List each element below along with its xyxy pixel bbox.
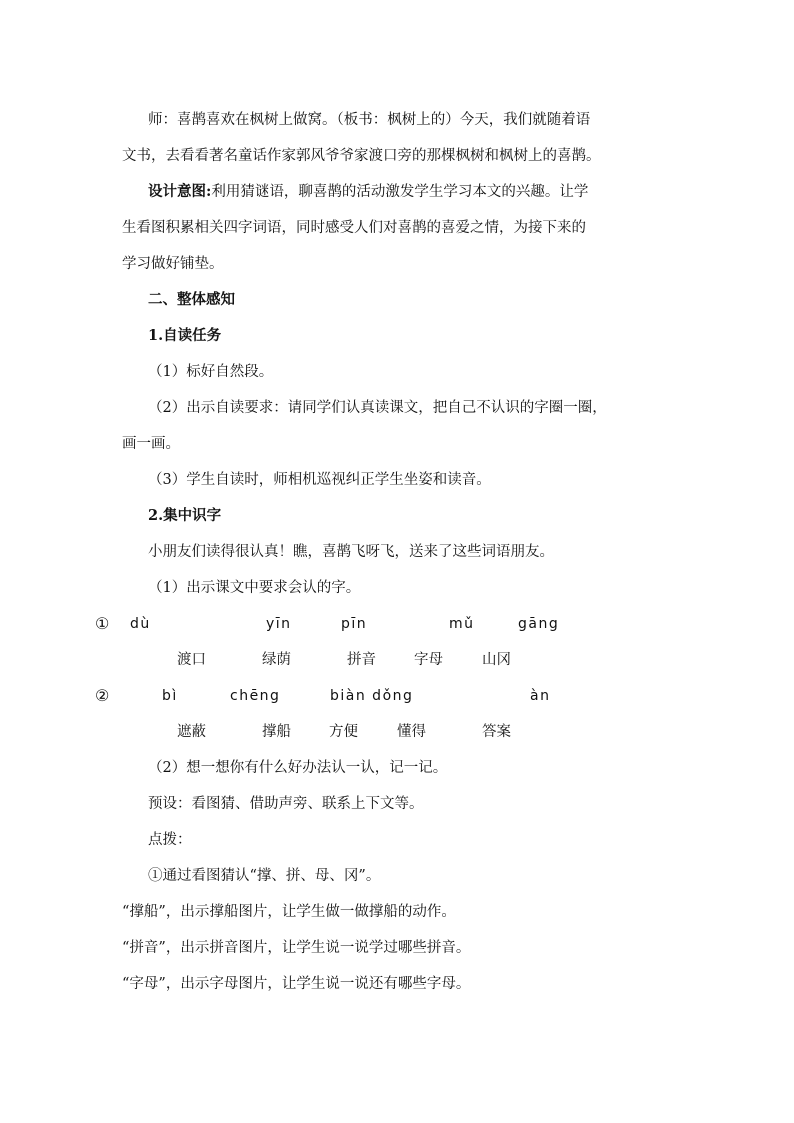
vocab-word: 方便 bbox=[329, 724, 358, 740]
vocab-word: 山冈 bbox=[482, 652, 511, 668]
paragraph-line: （2）想一想你有什么好办法认一认，记一记。 bbox=[148, 760, 448, 776]
paragraph-line: 画一画。 bbox=[122, 436, 180, 452]
vocab-word: 懂得 bbox=[397, 724, 426, 740]
design-intent-label: 设计意图: bbox=[148, 183, 212, 200]
paragraph-line: 文书，去看看著名童话作家郭风爷爷家渡口旁的那棵枫树和枫树上的喜鹊。 bbox=[122, 148, 601, 164]
vocab-word: 绿荫 bbox=[262, 652, 291, 668]
pinyin: pīn bbox=[341, 616, 368, 632]
paragraph-line: “撑船”，出示撑船图片，让学生做一做撑船的动作。 bbox=[122, 904, 456, 920]
paragraph-line: 师：喜鹊喜欢在枫树上做窝。（板书：枫树上的）今天，我们就随着语 bbox=[148, 112, 591, 128]
subsection-heading: 1.自读任务 bbox=[148, 327, 222, 344]
vocab-word: 答案 bbox=[482, 724, 511, 740]
vocab-word: 渡口 bbox=[177, 652, 206, 668]
paragraph-line: （3）学生自读时，师相机巡视纠正学生坐姿和读音。 bbox=[148, 472, 491, 488]
vocab-word: 字母 bbox=[414, 652, 443, 668]
pinyin: dù bbox=[130, 616, 151, 632]
paragraph-line: “字母”，出示字母图片，让学生说一说还有哪些字母。 bbox=[122, 976, 471, 992]
paragraph-line: 预设：看图猜、借助声旁、联系上下文等。 bbox=[148, 796, 424, 812]
paragraph-line: 学习做好铺垫。 bbox=[122, 256, 224, 272]
paragraph-line: 小朋友们读得很认真！瞧，喜鹊飞呀飞，送来了这些词语朋友。 bbox=[148, 544, 554, 560]
section-heading: 二、整体感知 bbox=[148, 291, 235, 308]
paragraph-line: （1）标好自然段。 bbox=[148, 364, 274, 380]
design-intent-line bbox=[148, 182, 588, 202]
paragraph-line: “拼音”，出示拼音图片，让学生说一说学过哪些拼音。 bbox=[122, 940, 471, 956]
vocab-word: 拼音 bbox=[347, 652, 376, 668]
paragraph-line: （1）出示课文中要求会认的字。 bbox=[148, 580, 361, 596]
design-intent-text: 利用猜谜语，聊喜鹊的活动激发学生学习本文的兴趣。让学 bbox=[211, 184, 589, 200]
pinyin: yīn bbox=[266, 616, 292, 632]
paragraph-line: ①通过看图猜认“撑、拼、母、冈”。 bbox=[148, 868, 381, 884]
paragraph-line: （2）出示自读要求：请同学们认真读课文，把自己不认识的字圈一圈， bbox=[148, 400, 607, 416]
pinyin: chēng bbox=[230, 688, 281, 704]
pinyin: gāng bbox=[518, 616, 560, 632]
pinyin: bì bbox=[162, 688, 178, 704]
group-marker: ① bbox=[95, 614, 110, 633]
subsection-heading: 2.集中识字 bbox=[148, 507, 222, 524]
pinyin: mǔ bbox=[449, 616, 475, 632]
paragraph-line: 生看图积累相关四字词语，同时感受人们对喜鹊的喜爱之情，为接下来的 bbox=[122, 220, 586, 236]
pinyin: àn bbox=[530, 688, 551, 704]
vocab-word: 撑船 bbox=[262, 724, 291, 740]
vocab-word: 遮蔽 bbox=[177, 724, 206, 740]
group-marker: ② bbox=[95, 686, 110, 705]
paragraph-line: 点拨： bbox=[148, 832, 192, 848]
pinyin: biàn dǒng bbox=[330, 688, 414, 704]
